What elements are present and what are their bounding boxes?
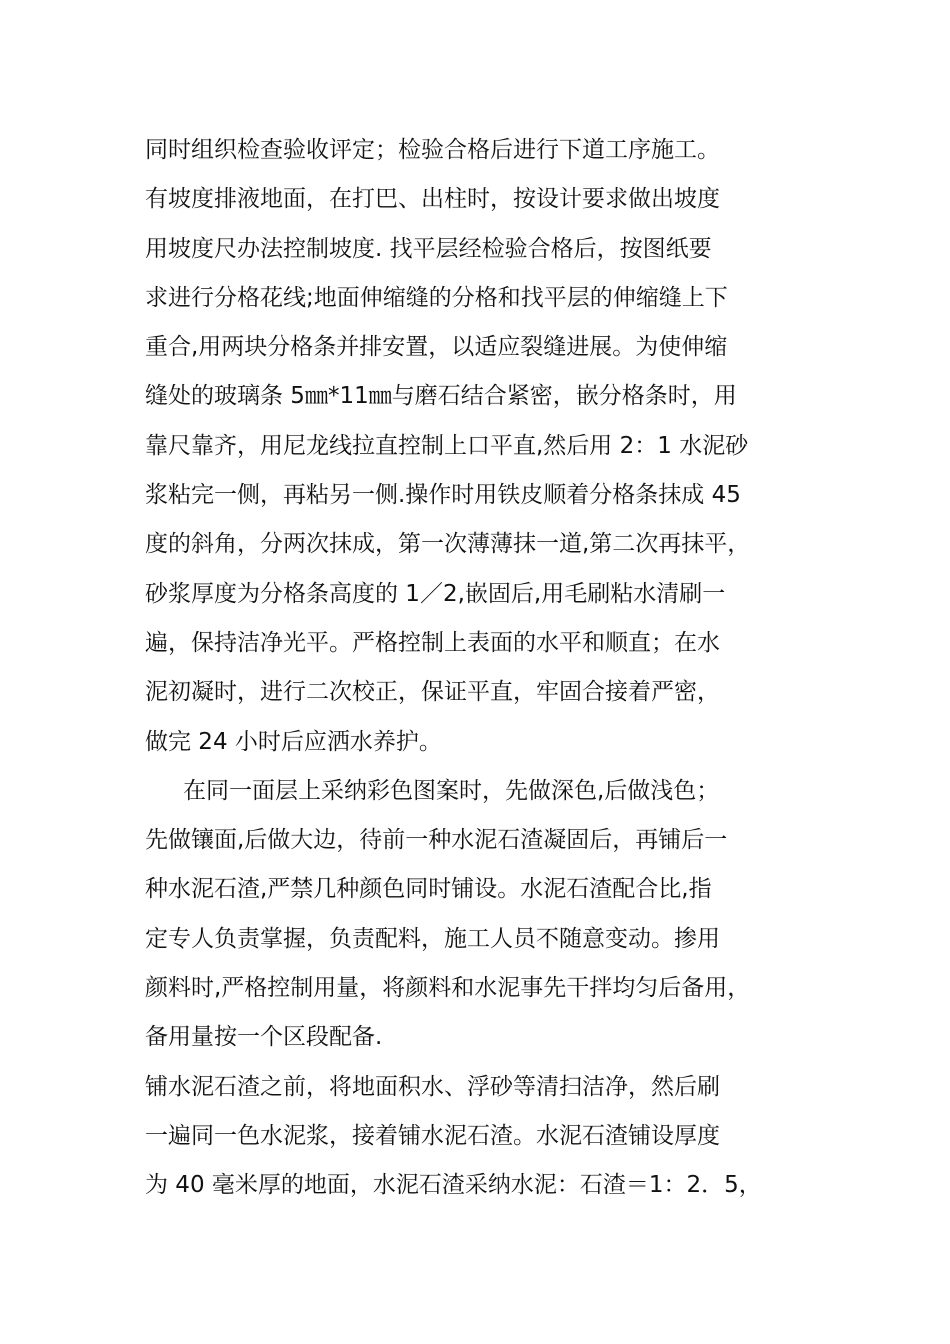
- text-line: 备用量按一个区段配备.: [145, 1024, 383, 1051]
- text-line: 一遍同一色水泥浆，接着铺水泥石渣。水泥石渣铺设厚度: [145, 1122, 720, 1149]
- text-line: 铺水泥石渣之前，将地面积水、浮砂等清扫洁净，然后刷: [145, 1073, 720, 1100]
- text-line: 浆粘完一侧，再粘另一侧.操作时用铁皮顺着分格条抹成 45: [145, 482, 741, 509]
- text-line: 同时组织检查验收评定；检验合格后进行下道工序施工。: [145, 137, 720, 163]
- text-line: 度的斜角，分两次抹成，第一次薄薄抹一道,第二次再抹平，: [145, 531, 751, 558]
- text-line: 有坡度排液地面，在打巴、出柱时，按设计要求做出坡度: [145, 186, 720, 213]
- text-line: 求进行分格花线;地面伸缩缝的分格和找平层的伸缩缝上下: [145, 284, 728, 311]
- text-line: 先做镶面,后做大边，待前一种水泥石渣凝固后，再铺后一: [145, 827, 728, 854]
- text-line: 为 40 毫米厚的地面，水泥石渣采纳水泥：石渣＝1：2．5，: [145, 1172, 762, 1199]
- text-line: 种水泥石渣,严禁几种颜色同时铺设。水泥石渣配合比,指: [145, 876, 712, 903]
- text-line: 靠尺靠齐，用尼龙线拉直控制上口平直,然后用 2：1 水泥砂: [145, 432, 749, 459]
- text-line: 在同一面层上采纳彩色图案时，先做深色,后做浅色；: [183, 777, 720, 804]
- text-line: 用坡度尺办法控制坡度. 找平层经检验合格后，按图纸要: [145, 235, 712, 262]
- text-line: 砂浆厚度为分格条高度的 1／2,嵌固后,用毛刷粘水清刷一: [145, 580, 726, 607]
- text-line: 重合,用两块分格条并排安置，以适应裂缝进展。为使伸缩: [145, 334, 728, 361]
- text-line: 颜料时,严格控制用量，将颜料和水泥事先干拌均匀后备用，: [145, 975, 751, 1002]
- text-line: 泥初凝时，进行二次校正，保证平直，牢固合接着严密，: [145, 679, 720, 706]
- text-line: 缝处的玻璃条 5㎜*11㎜与磨石结合紧密，嵌分格条时，用: [145, 383, 737, 410]
- text-line: 做完 24 小时后应洒水养护。: [145, 728, 442, 755]
- text-line: 遍，保持洁净光平。严格控制上表面的水平和顺直；在水: [145, 629, 720, 656]
- body-text: [145, 126, 835, 1211]
- text-line: 定专人负责掌握，负责配料，施工人员不随意变动。掺用: [145, 925, 720, 952]
